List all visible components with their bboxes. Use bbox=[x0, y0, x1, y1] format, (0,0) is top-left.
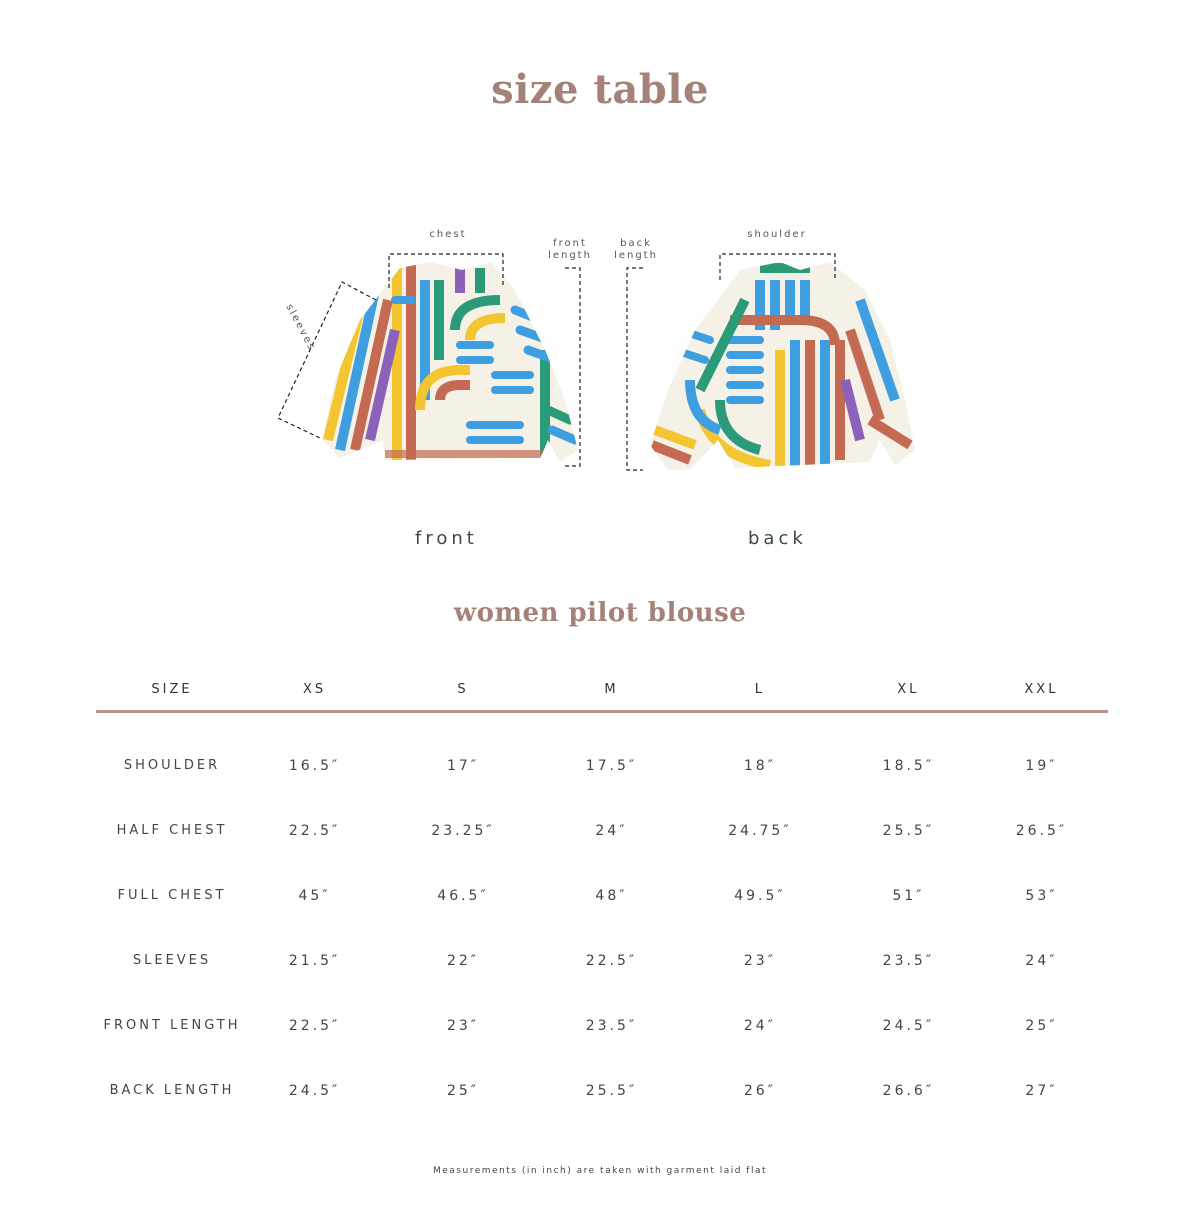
table-row-front-length bbox=[96, 993, 1108, 1058]
table-cell: 48″ bbox=[595, 887, 628, 904]
row-label: SLEEVES bbox=[132, 953, 212, 968]
table-row-full-chest bbox=[96, 863, 1108, 928]
table-cell: 17.5″ bbox=[585, 757, 638, 774]
row-label: SHOULDER bbox=[123, 758, 221, 773]
table-cell: 49.5″ bbox=[734, 887, 786, 904]
garment-illustration bbox=[0, 0, 1200, 580]
table-cell: 22.5″ bbox=[288, 1017, 341, 1034]
table-cell: 25.5″ bbox=[882, 822, 935, 839]
shoulder-label: shoulder bbox=[747, 229, 807, 240]
table-cell: 22.5″ bbox=[585, 952, 638, 969]
front-length-label bbox=[545, 238, 595, 262]
back-length-label-line2: length bbox=[614, 250, 658, 261]
back-garment bbox=[640, 250, 930, 480]
table-cell: 16.5″ bbox=[288, 757, 341, 774]
table-cell: 21.5″ bbox=[288, 952, 341, 969]
page-title: size table bbox=[491, 66, 709, 113]
column-header-xs: XS bbox=[248, 668, 381, 712]
garment-diagram bbox=[0, 0, 1200, 580]
table-cell: 26.5″ bbox=[1015, 822, 1068, 839]
front-view-label: front bbox=[415, 528, 478, 549]
column-header-m: M bbox=[545, 668, 678, 712]
column-header-size: SIZE bbox=[96, 668, 248, 712]
table-cell: 18″ bbox=[743, 757, 776, 774]
table-row-shoulder bbox=[96, 712, 1108, 799]
front-length-label-line1: front bbox=[553, 238, 587, 249]
table-cell: 24″ bbox=[1025, 952, 1058, 969]
back-length-label-line1: back bbox=[620, 238, 652, 249]
table-row-half-chest bbox=[96, 798, 1108, 863]
table-cell: 24″ bbox=[595, 822, 628, 839]
product-title: women pilot blouse bbox=[453, 598, 747, 628]
sleeves-label: sleeves bbox=[283, 302, 318, 354]
table-cell: 25.5″ bbox=[585, 1082, 638, 1099]
table-cell: 23″ bbox=[743, 952, 776, 969]
table-cell: 26″ bbox=[743, 1082, 776, 1099]
table-cell: 23.5″ bbox=[882, 952, 935, 969]
table-cell: 17″ bbox=[446, 757, 479, 774]
table-cell: 25″ bbox=[1025, 1017, 1058, 1034]
table-cell: 51″ bbox=[892, 887, 925, 904]
table-cell: 27″ bbox=[1025, 1082, 1058, 1099]
column-header-s: S bbox=[381, 668, 545, 712]
measurement-footnote: Measurements (in inch) are taken with garment laid flat bbox=[432, 1166, 768, 1176]
table-cell: 22″ bbox=[446, 952, 479, 969]
size-table bbox=[96, 668, 1108, 1123]
table-cell: 24.75″ bbox=[728, 822, 792, 839]
table-header-row bbox=[96, 668, 1108, 712]
row-label: HALF CHEST bbox=[116, 823, 228, 838]
table-cell: 25″ bbox=[446, 1082, 479, 1099]
table-cell: 23.25″ bbox=[431, 822, 495, 839]
back-length-label bbox=[611, 238, 661, 262]
table-cell: 26.6″ bbox=[882, 1082, 935, 1099]
front-length-label-line2: length bbox=[548, 250, 592, 261]
row-label: FULL CHEST bbox=[117, 888, 227, 903]
table-cell: 23.5″ bbox=[585, 1017, 638, 1034]
column-header-l: L bbox=[678, 668, 842, 712]
table-cell: 18.5″ bbox=[882, 757, 935, 774]
table-cell: 24.5″ bbox=[882, 1017, 935, 1034]
table-cell: 46.5″ bbox=[437, 887, 489, 904]
table-cell: 23″ bbox=[446, 1017, 479, 1034]
table-row-back-length bbox=[96, 1058, 1108, 1123]
back-view-label: back bbox=[748, 528, 807, 549]
table-cell: 45″ bbox=[298, 887, 331, 904]
column-header-xl: XL bbox=[842, 668, 975, 712]
back-length-measure-line bbox=[627, 268, 643, 470]
front-garment bbox=[300, 250, 600, 480]
table-cell: 22.5″ bbox=[288, 822, 341, 839]
chest-label: chest bbox=[429, 229, 467, 240]
row-label: FRONT LENGTH bbox=[103, 1018, 241, 1033]
table-cell: 24.5″ bbox=[288, 1082, 341, 1099]
table-cell: 24″ bbox=[743, 1017, 776, 1034]
table-cell: 53″ bbox=[1025, 887, 1058, 904]
table-row-sleeves bbox=[96, 928, 1108, 993]
table-cell: 19″ bbox=[1025, 757, 1058, 774]
row-label: BACK LENGTH bbox=[109, 1083, 235, 1098]
column-header-xxl: XXL bbox=[975, 668, 1108, 712]
